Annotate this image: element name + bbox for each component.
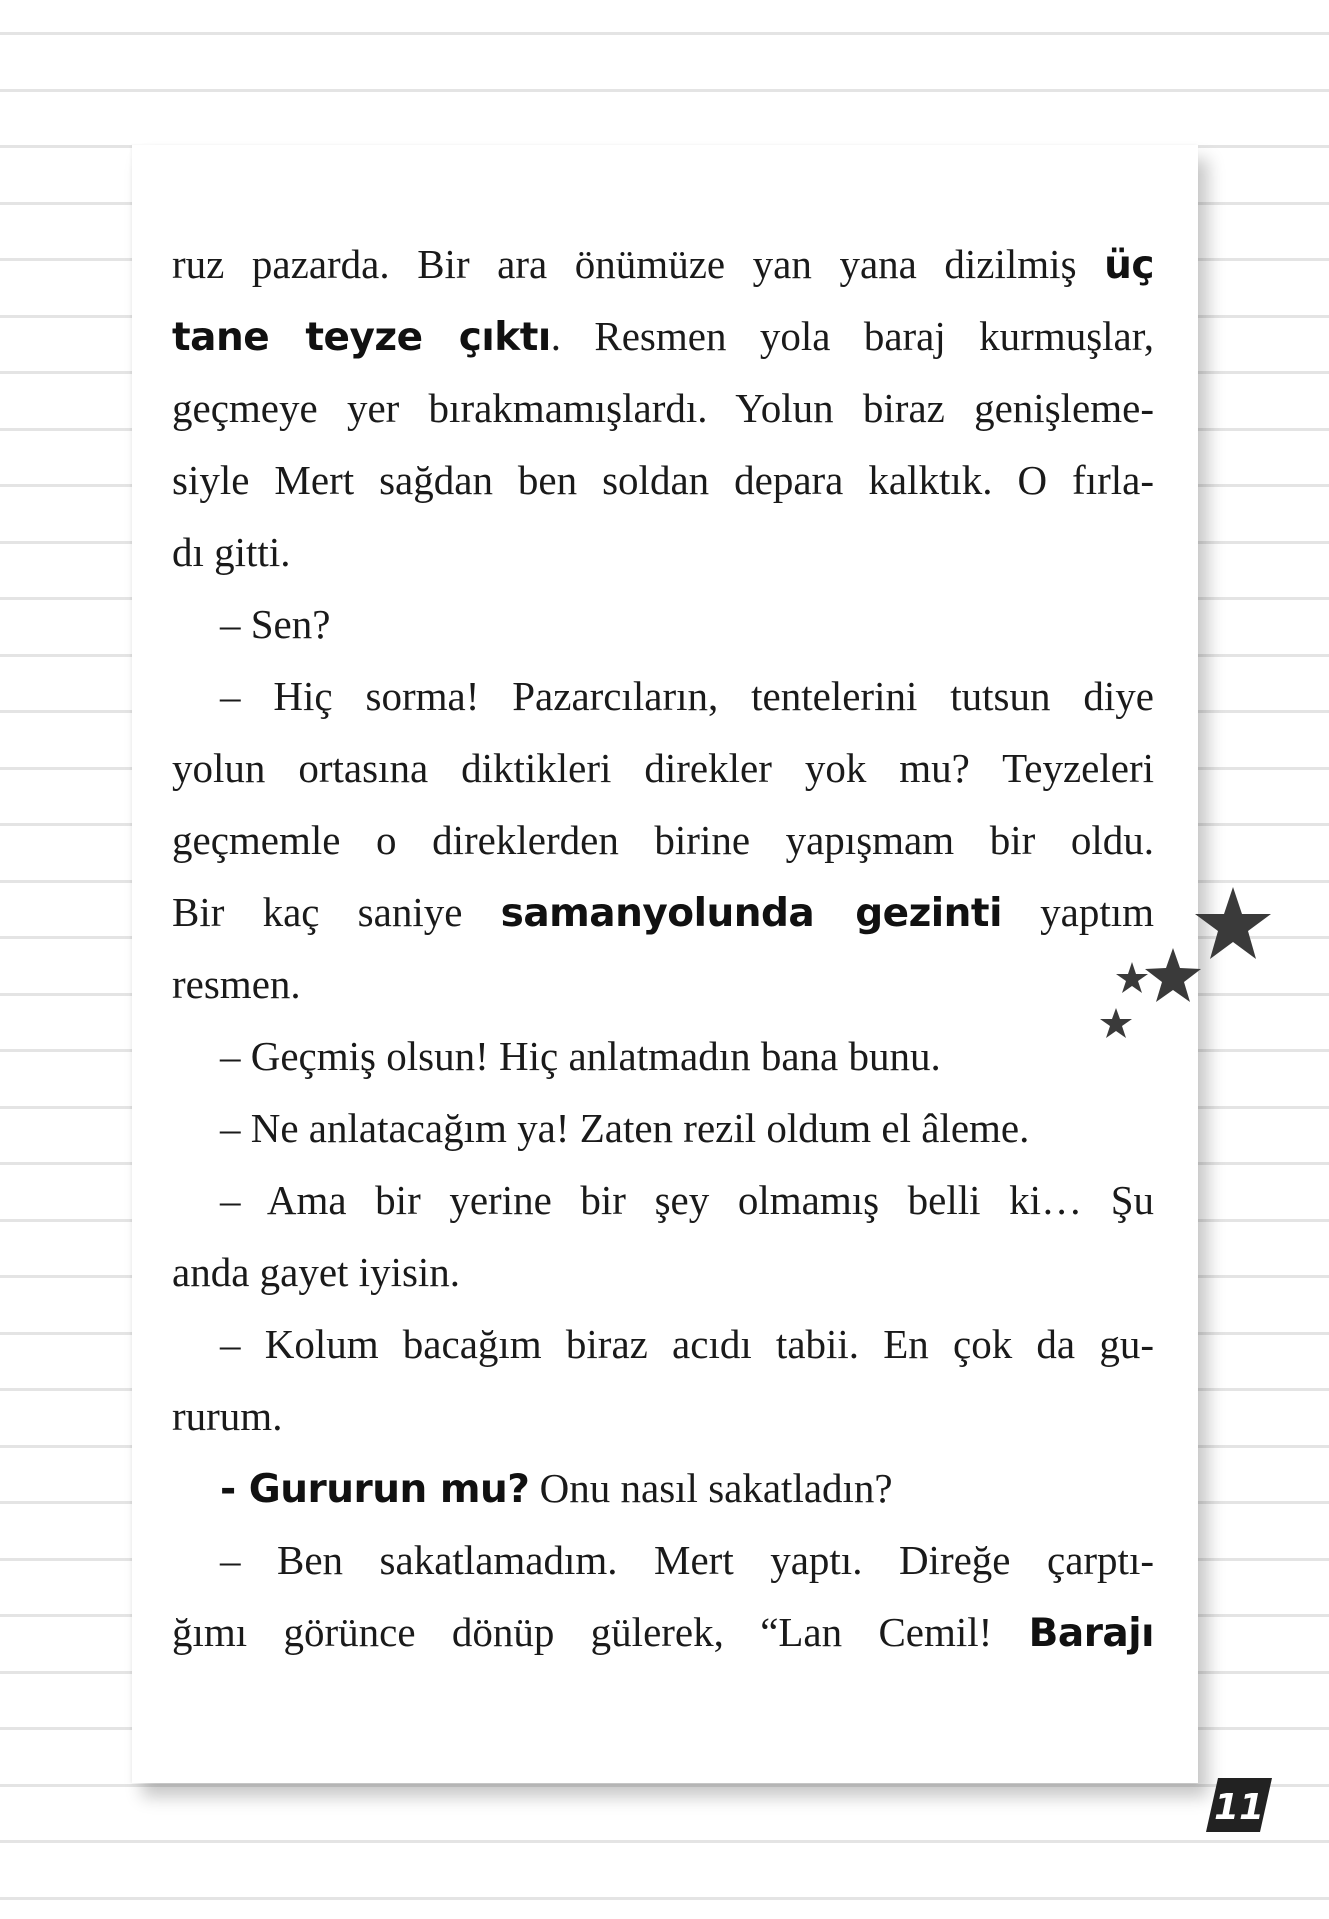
text-line xyxy=(172,1164,1154,1236)
text-span: – Ama bir yerine bir şey olmamış belli ki… Şu xyxy=(220,1177,1154,1223)
text-line xyxy=(172,444,1154,516)
text-span: geçmeye yer bırakmamışlardı. Yolun biraz genişleme- xyxy=(172,385,1154,431)
text-span: – Geçmiş olsun! Hiç anlatmadın bana bunu. xyxy=(220,1033,941,1079)
text-span: geçmemle o direklerden birine yapışmam bir oldu. xyxy=(172,817,1154,863)
text-line xyxy=(172,1236,1154,1308)
text-line xyxy=(172,300,1154,372)
small-star-icon xyxy=(1116,962,1148,993)
rule-line xyxy=(0,1840,1329,1843)
text-span: – Ne anlatacağım ya! Zaten rezil oldum el âleme. xyxy=(220,1105,1030,1151)
text-span: dı gitti. xyxy=(172,529,291,575)
text-line xyxy=(172,948,1154,1020)
highlighted-phrase: samanyolunda gezinti xyxy=(500,891,1002,936)
text-line xyxy=(172,1452,1154,1524)
story-text xyxy=(172,228,1154,1668)
text-span: ğımı görünce dönüp gülerek, “Lan Cemil! xyxy=(172,1609,1029,1655)
page-number-badge xyxy=(1206,1778,1272,1832)
text-line xyxy=(172,1092,1154,1164)
text-line xyxy=(172,588,1154,660)
text-line xyxy=(172,372,1154,444)
rule-line xyxy=(0,89,1329,92)
page-number: 11 xyxy=(1213,1787,1265,1828)
text-line xyxy=(172,228,1154,300)
text-span: Bir kaç saniye xyxy=(172,889,501,935)
text-span: yaptım xyxy=(1001,889,1154,935)
text-span: . Resmen yola baraj kurmuşlar, xyxy=(550,313,1154,359)
text-span: siyle Mert sağdan ben soldan depara kalktık. O fırla- xyxy=(172,457,1154,503)
text-line xyxy=(172,1380,1154,1452)
medium-star-icon xyxy=(1145,948,1201,1002)
small-star-icon xyxy=(1100,1008,1132,1038)
rule-line xyxy=(0,32,1329,35)
text-line xyxy=(172,732,1154,804)
text-span: rurum. xyxy=(172,1393,283,1439)
text-span: ruz pazarda. Bir ara önümüze yan yana dizilmiş xyxy=(172,241,1105,287)
text-line xyxy=(172,516,1154,588)
stars-icon xyxy=(1080,880,1280,1080)
text-span: anda gayet iyisin. xyxy=(172,1249,461,1295)
text-line xyxy=(172,876,1154,948)
large-star-icon xyxy=(1195,887,1271,959)
text-line xyxy=(172,1020,1154,1092)
text-span: yolun ortasına diktikleri direkler yok mu? Teyzeleri xyxy=(172,745,1154,791)
highlighted-phrase: Barajı xyxy=(1028,1611,1154,1656)
text-span: Onu nasıl sakatladın? xyxy=(529,1465,893,1511)
text-line xyxy=(172,804,1154,876)
rule-line xyxy=(0,1897,1329,1900)
text-line xyxy=(172,1524,1154,1596)
highlighted-phrase: - Gururun mu? xyxy=(220,1467,530,1512)
text-span: – Kolum bacağım biraz acıdı tabii. En çok da gu- xyxy=(220,1321,1154,1367)
rule-line xyxy=(0,1784,1329,1787)
text-span: – Sen? xyxy=(220,601,331,647)
text-span: – Ben sakatlamadım. Mert yaptı. Direğe çarptı- xyxy=(220,1537,1154,1583)
text-line xyxy=(172,660,1154,732)
text-span: – Hiç sorma! Pazarcıların, tentelerini tutsun diye xyxy=(220,673,1154,719)
text-line xyxy=(172,1308,1154,1380)
highlighted-phrase: üç xyxy=(1104,243,1154,288)
highlighted-phrase: tane teyze çıktı xyxy=(172,315,551,360)
text-span: resmen. xyxy=(172,961,301,1007)
text-line xyxy=(172,1596,1154,1668)
